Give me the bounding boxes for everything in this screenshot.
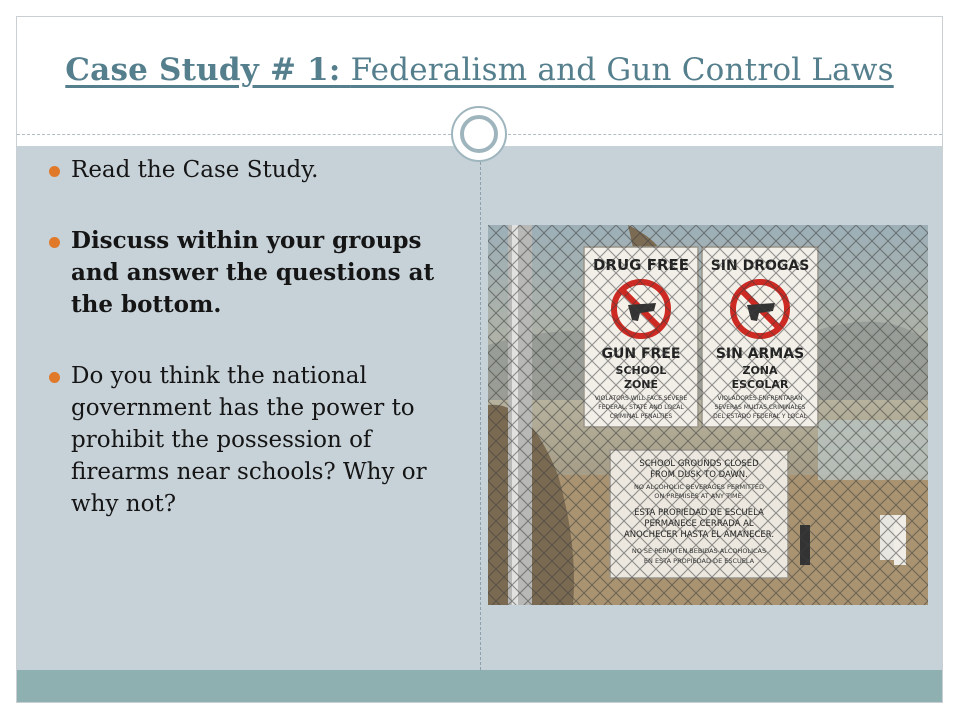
bullet-text: Discuss within your groups and answer the questions at the bottom. xyxy=(71,227,435,318)
circle-ornament-inner xyxy=(460,115,498,153)
gun-free-zone-photo xyxy=(488,225,928,605)
bullet-dot-icon xyxy=(49,372,60,383)
slide-title xyxy=(17,52,942,88)
column-divider xyxy=(480,162,481,670)
circle-ornament-icon xyxy=(451,106,507,162)
bullet-dot-icon xyxy=(49,166,60,177)
bullet-item xyxy=(46,225,446,321)
footer-band xyxy=(17,670,942,702)
bullet-text: Do you think the national government has the power to prohibit the possession of firearms near schools? Why or why not? xyxy=(71,363,427,517)
bullet-dot-icon xyxy=(49,237,60,248)
bullet-item xyxy=(46,154,446,186)
bullet-text: Read the Case Study. xyxy=(71,157,319,183)
title-rest: Federalism and Gun Control Laws xyxy=(350,52,894,88)
title-bold-part: Case Study # 1: xyxy=(65,52,341,88)
bullet-list xyxy=(46,150,446,520)
bullet-item xyxy=(46,360,446,520)
